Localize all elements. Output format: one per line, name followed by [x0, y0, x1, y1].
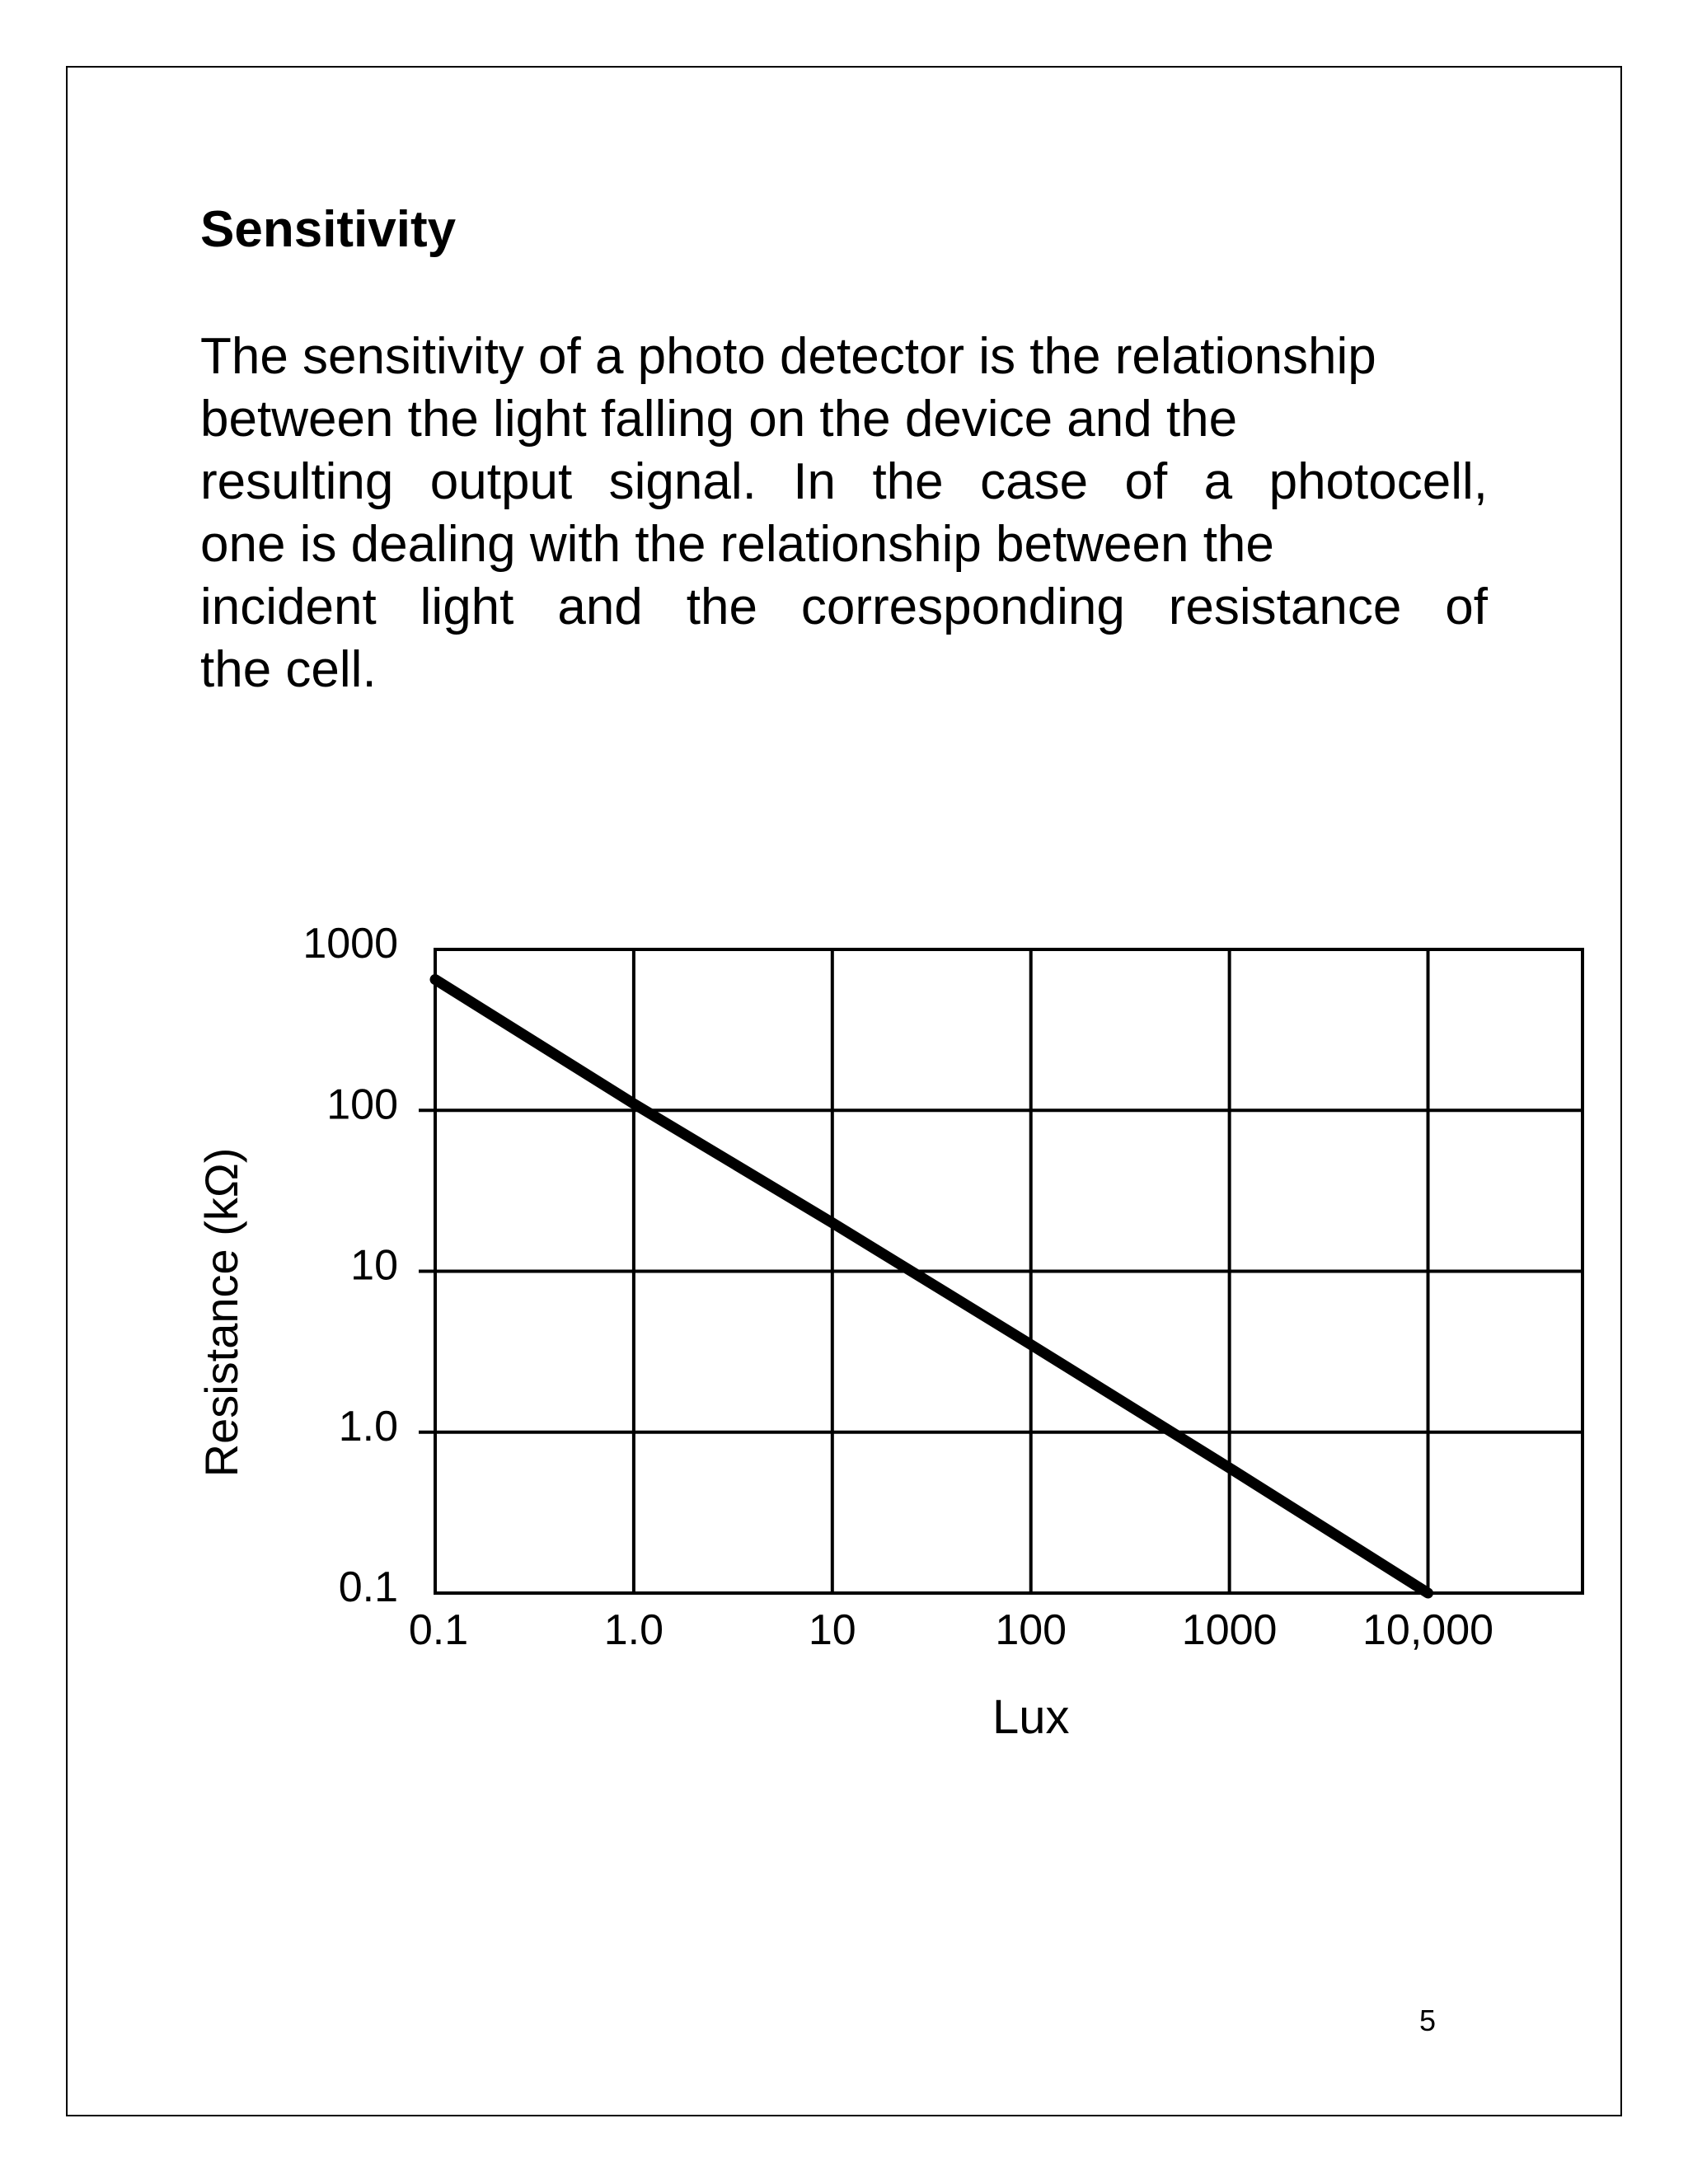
x-axis-label: Lux: [992, 1690, 1070, 1744]
page-number: 5: [1419, 2004, 1437, 2037]
y-tick-label: 100: [326, 1080, 398, 1129]
y-tick-label: 10: [350, 1241, 398, 1290]
x-tick-label: 1000: [1181, 1606, 1278, 1654]
paragraph-line: The sensitivity of a photo detector is the relationship: [200, 328, 1376, 385]
y-axis-label: Resistance (kΩ): [195, 1147, 247, 1478]
paragraph-line: the cell.: [200, 641, 377, 698]
y-tick-label: 0.1: [338, 1563, 398, 1611]
section-heading: Sensitivity: [200, 201, 457, 258]
paragraph-line: resulting output signal. In the case of a photocell,: [200, 453, 1488, 510]
y-tick-label: 1000: [302, 920, 398, 968]
x-tick-label: 0.1: [408, 1606, 469, 1654]
x-tick-label: 10,000: [1362, 1606, 1494, 1654]
y-tick-label: 1.0: [338, 1402, 398, 1451]
data-series-line: [435, 980, 1428, 1594]
x-tick-label: 1.0: [603, 1606, 664, 1654]
x-tick-label: 10: [808, 1606, 856, 1654]
paragraph-line: one is dealing with the relationship between the: [200, 516, 1274, 573]
paragraph-line: incident light and the corresponding resistance of: [200, 579, 1488, 635]
x-tick-label: 100: [995, 1606, 1067, 1654]
paragraph-line: between the light falling on the device and the: [200, 391, 1238, 448]
